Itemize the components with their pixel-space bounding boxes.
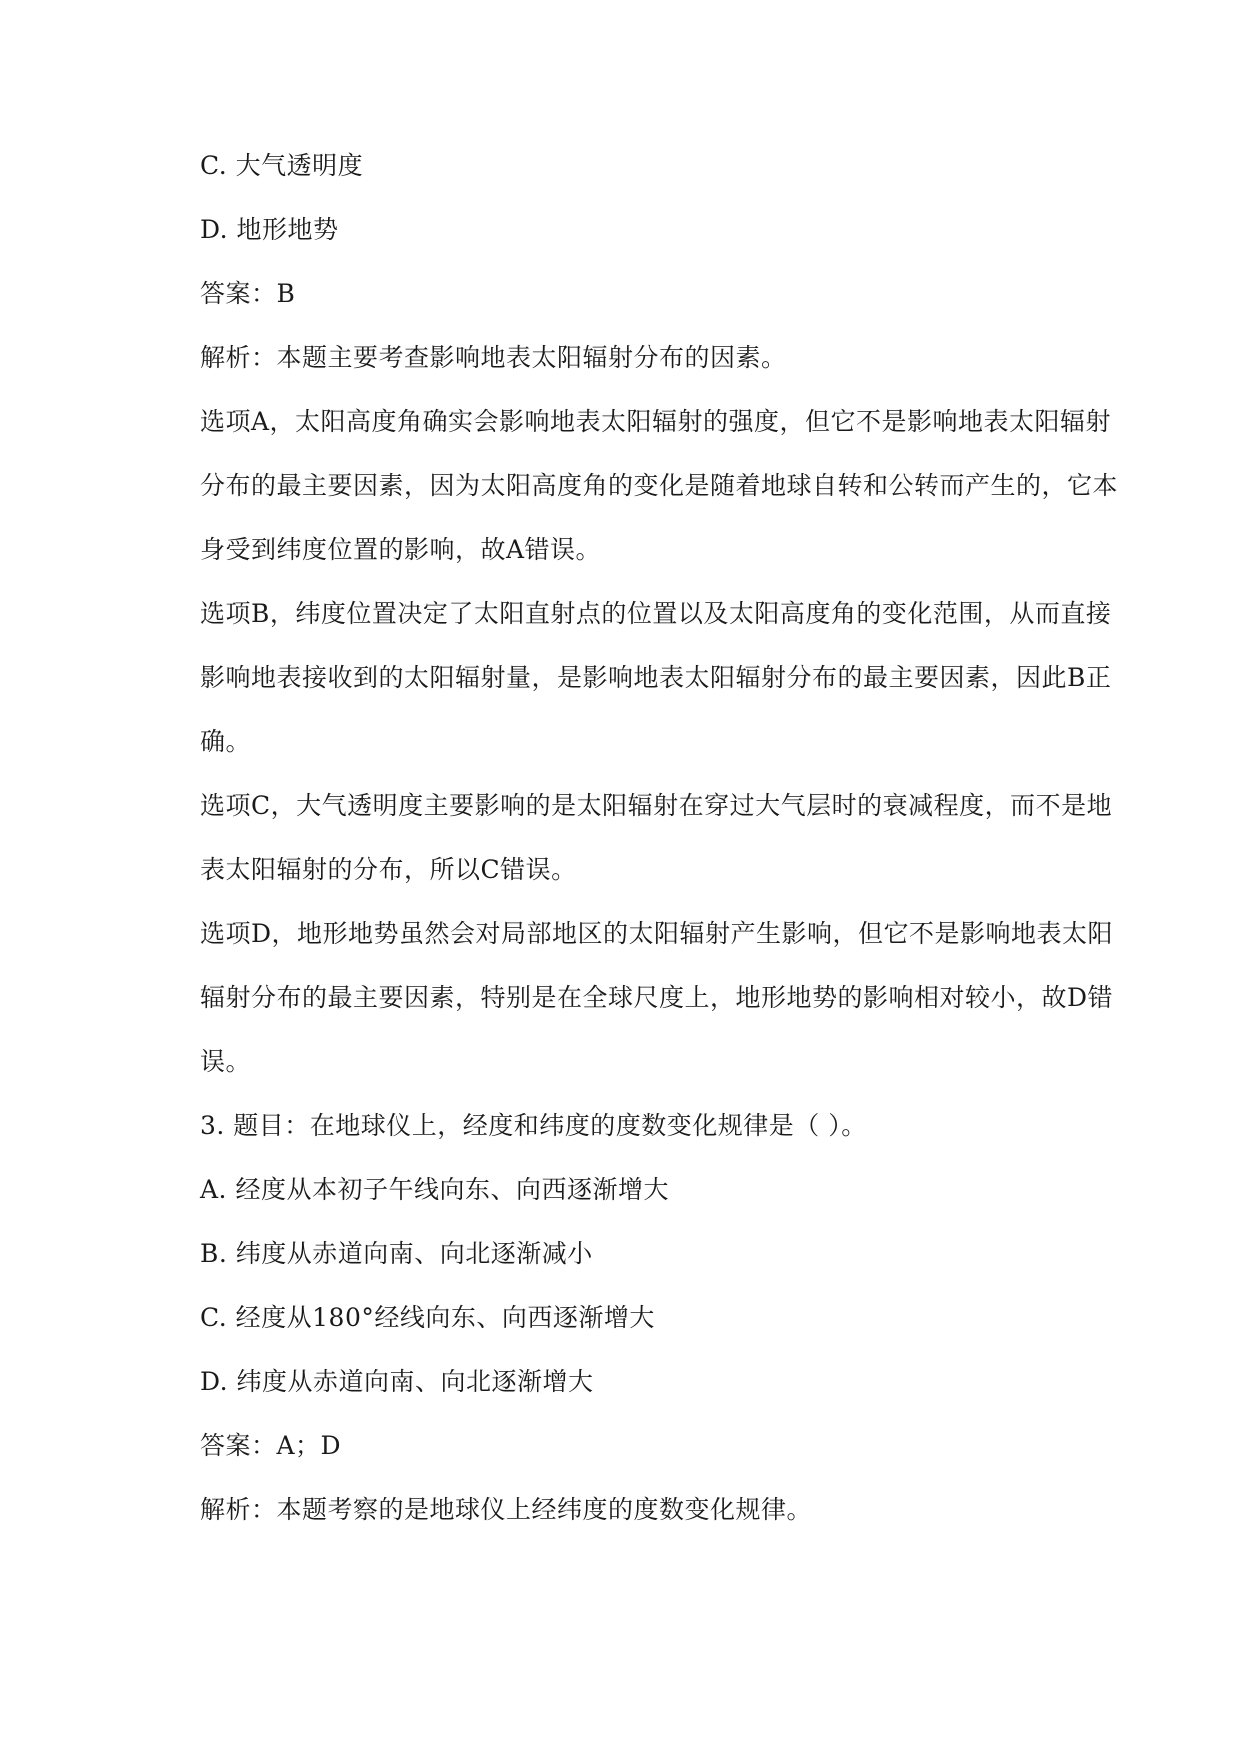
question-3-answer: 答案：A；D <box>200 1431 342 1460</box>
option-c-line: C. 大气透明度 <box>200 151 364 180</box>
analysis-option-b-line-3: 确。 <box>200 727 252 756</box>
analysis-option-c-line-1: 选项C，大气透明度主要影响的是太阳辐射在穿过大气层时的衰减程度，而不是地 <box>200 791 1113 820</box>
question-3-title: 3. 题目：在地球仪上，经度和纬度的度数变化规律是（ ）。 <box>200 1111 867 1140</box>
question-3-option-a: A. 经度从本初子午线向东、向西逐渐增大 <box>200 1175 669 1204</box>
question-3-option-b: B. 纬度从赤道向南、向北逐渐减小 <box>200 1239 593 1268</box>
analysis-option-d-line-1: 选项D，地形地势虽然会对局部地区的太阳辐射产生影响，但它不是影响地表太阳 <box>200 919 1114 948</box>
analysis-option-d-line-3: 误。 <box>200 1047 252 1076</box>
analysis-option-b-line-2: 影响地表接收到的太阳辐射量，是影响地表太阳辐射分布的最主要因素，因此B正 <box>200 663 1112 692</box>
question-3-option-d: D. 纬度从赤道向南、向北逐渐增大 <box>200 1367 594 1396</box>
question-3-analysis: 解析：本题考察的是地球仪上经纬度的度数变化规律。 <box>200 1495 813 1524</box>
analysis-option-a-line-3: 身受到纬度位置的影响，故A错误。 <box>200 535 602 564</box>
analysis-option-a-line-2: 分布的最主要因素，因为太阳高度角的变化是随着地球自转和公转而产生的，它本 <box>200 471 1119 500</box>
analysis-option-b-line-1: 选项B，纬度位置决定了太阳直射点的位置以及太阳高度角的变化范围，从而直接 <box>200 599 1112 628</box>
analysis-option-d-line-2: 辐射分布的最主要因素，特别是在全球尺度上，地形地势的影响相对较小，故D错 <box>200 983 1114 1012</box>
question-3-option-c: C. 经度从180°经线向东、向西逐渐增大 <box>200 1303 655 1332</box>
option-d-line: D. 地形地势 <box>200 215 339 244</box>
analysis-intro-line: 解析：本题主要考查影响地表太阳辐射分布的因素。 <box>200 343 787 372</box>
analysis-option-c-line-2: 表太阳辐射的分布，所以C错误。 <box>200 855 577 884</box>
analysis-option-a-line-1: 选项A，太阳高度角确实会影响地表太阳辐射的强度，但它不是影响地表太阳辐射 <box>200 407 1112 436</box>
answer-line: 答案：B <box>200 279 296 308</box>
